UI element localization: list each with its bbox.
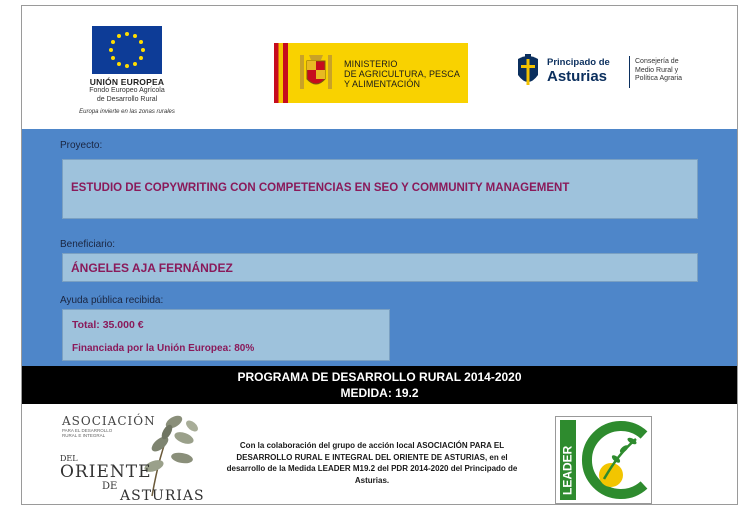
asociacion-asturias: ASTURIAS <box>120 488 205 504</box>
ministerio-text <box>344 59 460 89</box>
programa-line1: PROGRAMA DE DESARROLLO RURAL 2014-2020 <box>237 370 522 384</box>
coat-of-arms-icon <box>296 51 336 95</box>
asociacion-subtitle <box>62 428 112 438</box>
eu-title: UNIÓN EUROPEA <box>89 77 165 87</box>
eu-star-icon <box>125 32 129 36</box>
ministerio-logo <box>274 43 468 103</box>
eu-star-icon <box>109 48 113 52</box>
eu-fund-line2: de Desarrollo Rural <box>96 95 158 103</box>
asturias-consejeria <box>635 58 682 84</box>
asturias-main: Asturias <box>547 68 608 85</box>
eu-star-icon <box>139 40 143 44</box>
asociacion-del: DEL <box>60 454 78 463</box>
asociacion-sub-line2: RURAL E INTEGRAL <box>62 433 106 438</box>
consejeria-line3: Política Agraria <box>635 75 683 82</box>
beneficiario-box <box>62 253 698 282</box>
proyecto-label: Proyecto: <box>60 140 103 151</box>
asociacion-title: ASOCIACIÓN <box>62 414 156 428</box>
eu-star-icon <box>133 34 137 38</box>
plaque-frame <box>21 5 738 505</box>
eu-star-icon <box>133 62 137 66</box>
eu-star-icon <box>111 40 115 44</box>
eu-logo <box>72 26 182 115</box>
leader-emblem-icon <box>556 417 651 503</box>
leader-label: LEADER <box>560 445 575 495</box>
ministerio-line1: MINISTERIO <box>344 59 398 69</box>
asociacion-de: DE <box>102 481 118 492</box>
proyecto-box <box>62 159 698 219</box>
ayuda-box <box>62 309 390 361</box>
beneficiario-value: ÁNGELES AJA FERNÁNDEZ <box>71 261 233 275</box>
eu-star-icon <box>117 34 121 38</box>
info-panel <box>22 129 737 366</box>
asturias-logo <box>515 48 715 98</box>
ministerio-line2: DE AGRICULTURA, PESCA <box>344 69 460 79</box>
spain-flag-icon <box>274 43 288 103</box>
ministerio-line3: Y ALIMENTACIÓN <box>344 79 421 89</box>
eu-flag-icon <box>92 26 162 74</box>
eu-star-icon <box>117 62 121 66</box>
ayuda-label: Ayuda pública recibida: <box>60 295 164 306</box>
eu-star-icon <box>111 56 115 60</box>
victory-cross-icon <box>515 53 541 91</box>
consejeria-line2: Medio Rural y <box>635 66 679 74</box>
consejeria-line1: Consejería de <box>635 58 679 65</box>
eu-star-icon <box>125 64 129 68</box>
programa-line2: MEDIDA: 19.2 <box>340 386 419 400</box>
footer <box>22 404 737 505</box>
ayuda-financiada: Financiada por la Unión Europea: 80% <box>72 343 255 354</box>
asociacion-sub-line1: PARA EL DESARROLLO <box>62 428 113 433</box>
proyecto-value: ESTUDIO DE COPYWRITING CON COMPETENCIAS EN SEO Y COMMUNITY MANAGEMENT <box>71 182 570 194</box>
logo-header <box>22 6 737 131</box>
leader-logo <box>555 416 652 504</box>
eu-fund-line1: Fondo Europeo Agrícola <box>89 87 165 94</box>
eu-star-icon <box>141 48 145 52</box>
programa-bar <box>22 366 737 404</box>
beneficiario-label: Beneficiario: <box>60 239 116 250</box>
ayuda-total: Total: 35.000 € <box>72 319 144 331</box>
eu-motto: Europa invierte en las zonas rurales <box>79 109 175 115</box>
asturias-divider <box>629 56 630 88</box>
asturias-pre: Principado de <box>547 57 610 68</box>
eu-star-icon <box>139 56 143 60</box>
asociacion-logo <box>52 408 205 504</box>
asociacion-oriente: ORIENTE <box>60 462 152 482</box>
collaboration-text: Con la colaboración del grupo de acción local ASOCIACIÓN PARA EL DESARROLLO RURAL E INTEGRAL DEL ORIENTE DE ASTURIAS, en el desarrollo de la Medida LEADER M19.2 del PDR 2014-2020 del Principado de Asturias. <box>226 441 518 485</box>
